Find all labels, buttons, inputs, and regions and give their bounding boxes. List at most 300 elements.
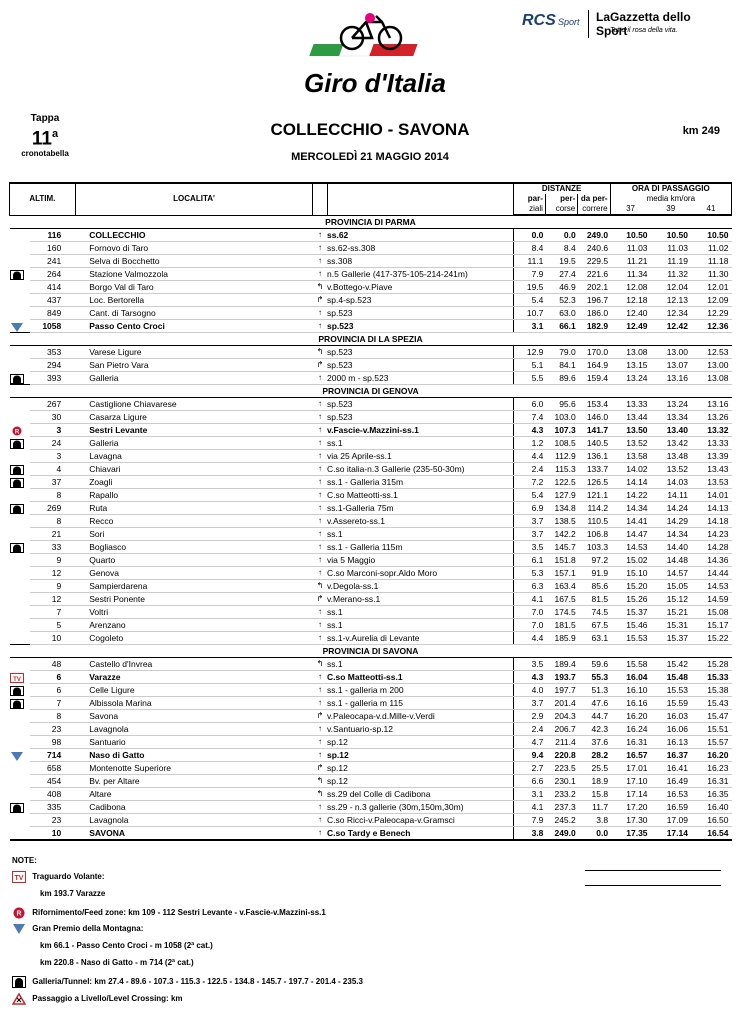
- table-row: [10, 437, 732, 450]
- remaining-distance-cell: 44.7: [578, 710, 610, 723]
- col-covered-header-1: per-: [545, 194, 577, 204]
- row-icon-cell: [10, 294, 30, 307]
- time-39-cell: 12.42: [651, 320, 691, 333]
- altitude-cell: 12: [30, 593, 76, 606]
- altitude-cell: 241: [30, 255, 76, 268]
- row-icon-cell: [10, 281, 30, 294]
- altitude-cell: 10: [30, 632, 76, 645]
- time-41-cell: 14.44: [691, 567, 732, 580]
- direction-arrow: ↑: [313, 827, 327, 841]
- direction-arrow: ↑: [313, 606, 327, 619]
- table-row: [10, 502, 732, 515]
- row-icon-cell: [10, 268, 30, 281]
- time-41-cell: 15.57: [691, 736, 732, 749]
- time-41-cell: 13.16: [691, 398, 732, 411]
- time-37-cell: 16.24: [610, 723, 650, 736]
- altitude-cell: 98: [30, 736, 76, 749]
- route-cell: C.so Marconi-sopr.Aldo Moro: [327, 567, 513, 580]
- covered-distance-cell: 19.5: [545, 255, 577, 268]
- covered-distance-cell: 157.1: [545, 567, 577, 580]
- route-cell: C.so Matteotti-ss.1: [327, 489, 513, 502]
- altitude-cell: 437: [30, 294, 76, 307]
- location-cell: Sampierdarena: [75, 580, 313, 593]
- altitude-cell: 7: [30, 606, 76, 619]
- time-37-cell: 17.01: [610, 762, 650, 775]
- row-icon-cell: [10, 541, 30, 554]
- time-37-cell: 15.02: [610, 554, 650, 567]
- direction-arrow: ↑: [313, 567, 327, 580]
- location-cell: Castello d'Invrea: [75, 658, 313, 671]
- direction-arrow: ↑: [313, 372, 327, 385]
- time-39-cell: 16.53: [651, 788, 691, 801]
- time-39-cell: 17.09: [651, 814, 691, 827]
- location-cell: Quarto: [75, 554, 313, 567]
- row-icon-cell: [10, 606, 30, 619]
- route-cell: ss.1: [327, 606, 513, 619]
- time-39-cell: 15.12: [651, 593, 691, 606]
- table-row: [10, 424, 732, 437]
- remaining-distance-cell: 63.1: [578, 632, 610, 645]
- remaining-distance-cell: 153.4: [578, 398, 610, 411]
- partial-distance-cell: 2.4: [513, 463, 545, 476]
- table-row: [10, 372, 732, 385]
- route-date: MERCOLEDÌ 21 MAGGIO 2014: [291, 151, 449, 163]
- row-icon-cell: [10, 476, 30, 489]
- giro-ditalia-logo: [300, 10, 450, 100]
- partial-distance-cell: 7.9: [513, 814, 545, 827]
- covered-distance-cell: 89.6: [545, 372, 577, 385]
- time-39-cell: 14.48: [651, 554, 691, 567]
- row-icon-cell: [10, 801, 30, 814]
- direction-arrow: ↱: [313, 294, 327, 307]
- partial-distance-cell: 4.0: [513, 684, 545, 697]
- direction-arrow: ↰: [313, 281, 327, 294]
- covered-distance-cell: 197.7: [545, 684, 577, 697]
- time-37-cell: 13.33: [610, 398, 650, 411]
- table-row: [10, 580, 732, 593]
- logo-divider: [588, 10, 589, 38]
- altitude-cell: 8: [30, 515, 76, 528]
- location-cell: Lavagnola: [75, 723, 313, 736]
- row-icon-cell: [10, 567, 30, 580]
- row-icon-cell: [10, 528, 30, 541]
- partial-distance-cell: 5.4: [513, 489, 545, 502]
- divider-line: [585, 885, 721, 886]
- direction-arrow: ↑: [313, 632, 327, 645]
- covered-distance-cell: 108.5: [545, 437, 577, 450]
- partial-distance-cell: 8.4: [513, 242, 545, 255]
- partial-distance-cell: 4.7: [513, 736, 545, 749]
- time-37-cell: 14.47: [610, 528, 650, 541]
- direction-arrow: ↑: [313, 463, 327, 476]
- row-icon-cell: [10, 502, 30, 515]
- partial-distance-cell: 5.5: [513, 372, 545, 385]
- route-cell: ss.1 - Galleria 115m: [327, 541, 513, 554]
- row-icon-cell: [10, 710, 30, 723]
- route-cell: sp.12: [327, 762, 513, 775]
- notes-title: NOTE:: [12, 856, 37, 865]
- partial-distance-cell: 9.4: [513, 749, 545, 762]
- location-cell: Naso di Gatto: [75, 749, 313, 762]
- partial-distance-cell: 3.1: [513, 320, 545, 333]
- route-cell: v.Bottego-v.Piave: [327, 281, 513, 294]
- row-icon-cell: [10, 307, 30, 320]
- table-row: [10, 476, 732, 489]
- altitude-cell: 714: [30, 749, 76, 762]
- col-distances-header: DISTANZE: [513, 183, 610, 194]
- time-39-cell: 13.34: [651, 411, 691, 424]
- time-39-cell: 13.40: [651, 424, 691, 437]
- svg-text:R: R: [16, 910, 22, 918]
- direction-arrow: ↑: [313, 229, 327, 242]
- route-cell: sp.523: [327, 398, 513, 411]
- direction-arrow: ↑: [313, 528, 327, 541]
- time-39-cell: 16.37: [651, 749, 691, 762]
- location-cell: Borgo Val di Taro: [75, 281, 313, 294]
- altitude-cell: 116: [30, 229, 76, 242]
- location-cell: Ruta: [75, 502, 313, 515]
- route-cell: sp.523: [327, 411, 513, 424]
- partial-distance-cell: 5.3: [513, 567, 545, 580]
- location-cell: Passo Cento Croci: [75, 320, 313, 333]
- remaining-distance-cell: 25.5: [578, 762, 610, 775]
- remaining-distance-cell: 103.3: [578, 541, 610, 554]
- remaining-distance-cell: 182.9: [578, 320, 610, 333]
- partial-distance-cell: 12.9: [513, 346, 545, 359]
- remaining-distance-cell: 37.6: [578, 736, 610, 749]
- location-cell: SAVONA: [75, 827, 313, 841]
- col-remaining-header-2: correre: [578, 204, 610, 215]
- time-39-cell: 15.42: [651, 658, 691, 671]
- direction-arrow: ↑: [313, 502, 327, 515]
- partial-distance-cell: 4.3: [513, 671, 545, 684]
- note-intermediate-sprint: TV Traguardo Volante:: [12, 871, 105, 883]
- time-41-cell: 11.18: [691, 255, 732, 268]
- time-37-cell: 11.21: [610, 255, 650, 268]
- time-39-cell: 15.48: [651, 671, 691, 684]
- row-icon-cell: [10, 762, 30, 775]
- time-37-cell: 15.20: [610, 580, 650, 593]
- col-location-header: LOCALITA': [75, 183, 313, 215]
- col-partial-header-2: ziali: [513, 204, 545, 215]
- row-icon-cell: [10, 450, 30, 463]
- covered-distance-cell: 103.0: [545, 411, 577, 424]
- partial-distance-cell: 5.4: [513, 294, 545, 307]
- time-41-cell: 13.53: [691, 476, 732, 489]
- time-39-cell: 13.07: [651, 359, 691, 372]
- time-39-cell: 15.31: [651, 619, 691, 632]
- time-41-cell: 15.38: [691, 684, 732, 697]
- remaining-distance-cell: 140.5: [578, 437, 610, 450]
- time-41-cell: 16.50: [691, 814, 732, 827]
- time-39-cell: 11.03: [651, 242, 691, 255]
- partial-distance-cell: 0.0: [513, 229, 545, 242]
- time-41-cell: 15.43: [691, 697, 732, 710]
- partial-distance-cell: 6.9: [513, 502, 545, 515]
- location-cell: Varese Ligure: [75, 346, 313, 359]
- svg-text:R: R: [14, 429, 19, 436]
- time-37-cell: 15.46: [610, 619, 650, 632]
- time-37-cell: 17.35: [610, 827, 650, 841]
- direction-arrow: ↑: [313, 242, 327, 255]
- partial-distance-cell: 1.2: [513, 437, 545, 450]
- table-row: [10, 242, 732, 255]
- tunnel-icon: [10, 477, 24, 487]
- route-cell: ss.308: [327, 255, 513, 268]
- province-header: [10, 333, 732, 346]
- altitude-cell: 414: [30, 281, 76, 294]
- time-39-cell: 11.19: [651, 255, 691, 268]
- route-cell: C.so Ricci-v.Paleocapa-v.Gramsci: [327, 814, 513, 827]
- route-cell: n.5 Gallerie (417-375-105-214-241m): [327, 268, 513, 281]
- row-icon-cell: [10, 723, 30, 736]
- time-41-cell: 13.39: [691, 450, 732, 463]
- time-41-cell: 14.18: [691, 515, 732, 528]
- row-icon-cell: [10, 463, 30, 476]
- table-row: [10, 710, 732, 723]
- remaining-distance-cell: 126.5: [578, 476, 610, 489]
- covered-distance-cell: 63.0: [545, 307, 577, 320]
- time-37-cell: 15.10: [610, 567, 650, 580]
- remaining-distance-cell: 18.9: [578, 775, 610, 788]
- table-row: [10, 749, 732, 762]
- time-37-cell: 16.16: [610, 697, 650, 710]
- direction-arrow: ↑: [313, 723, 327, 736]
- time-41-cell: 12.53: [691, 346, 732, 359]
- remaining-distance-cell: 240.6: [578, 242, 610, 255]
- location-cell: Santuario: [75, 736, 313, 749]
- partial-distance-cell: 7.4: [513, 411, 545, 424]
- altitude-cell: 8: [30, 710, 76, 723]
- altitude-cell: 6: [30, 671, 76, 684]
- altitude-cell: 7: [30, 697, 76, 710]
- time-41-cell: 14.53: [691, 580, 732, 593]
- partial-distance-cell: 6.3: [513, 580, 545, 593]
- time-39-cell: 14.34: [651, 528, 691, 541]
- covered-distance-cell: 145.7: [545, 541, 577, 554]
- remaining-distance-cell: 3.8: [578, 814, 610, 827]
- altitude-cell: 9: [30, 580, 76, 593]
- time-41-cell: 12.29: [691, 307, 732, 320]
- route-cell: ss.1: [327, 658, 513, 671]
- time-39-cell: 13.16: [651, 372, 691, 385]
- direction-arrow: ↰: [313, 346, 327, 359]
- location-cell: Altare: [75, 788, 313, 801]
- table-row: [10, 541, 732, 554]
- table-row: [10, 268, 732, 281]
- time-41-cell: 15.51: [691, 723, 732, 736]
- covered-distance-cell: 249.0: [545, 827, 577, 841]
- time-37-cell: 17.14: [610, 788, 650, 801]
- table-row: [10, 762, 732, 775]
- route-cell: sp.4-sp.523: [327, 294, 513, 307]
- route-cell: v.Santuario-sp.12: [327, 723, 513, 736]
- table-row: [10, 801, 732, 814]
- tunnel-icon: [12, 976, 26, 988]
- row-icon-cell: [10, 697, 30, 710]
- route-distance: km 249: [682, 125, 720, 137]
- time-41-cell: 15.17: [691, 619, 732, 632]
- route-cell: C.so Matteotti-ss.1: [327, 671, 513, 684]
- location-cell: Casarza Ligure: [75, 411, 313, 424]
- row-icon-cell: [10, 242, 30, 255]
- location-cell: Cogoleto: [75, 632, 313, 645]
- partial-distance-cell: 4.4: [513, 450, 545, 463]
- route-cell: sp.12: [327, 749, 513, 762]
- location-cell: Zoagli: [75, 476, 313, 489]
- covered-distance-cell: 220.8: [545, 749, 577, 762]
- covered-distance-cell: 95.6: [545, 398, 577, 411]
- direction-arrow: ↑: [313, 671, 327, 684]
- direction-arrow: ↑: [313, 749, 327, 762]
- covered-distance-cell: 115.3: [545, 463, 577, 476]
- time-37-cell: 14.41: [610, 515, 650, 528]
- table-row: [10, 281, 732, 294]
- time-39-cell: 16.03: [651, 710, 691, 723]
- altitude-cell: 393: [30, 372, 76, 385]
- time-39-cell: 14.03: [651, 476, 691, 489]
- altitude-cell: 264: [30, 268, 76, 281]
- time-41-cell: 11.30: [691, 268, 732, 281]
- direction-arrow: ↑: [313, 450, 327, 463]
- table-row: [10, 229, 732, 242]
- gazzetta-logo-text: LaGazzetta dello Sport: [596, 10, 691, 38]
- row-icon-cell: [10, 359, 30, 372]
- time-41-cell: 13.33: [691, 437, 732, 450]
- altitude-cell: 24: [30, 437, 76, 450]
- covered-distance-cell: 245.2: [545, 814, 577, 827]
- partial-distance-cell: 2.9: [513, 710, 545, 723]
- altitude-cell: 12: [30, 567, 76, 580]
- rcs-sport-text: Sport: [558, 17, 580, 27]
- covered-distance-cell: 206.7: [545, 723, 577, 736]
- covered-distance-cell: 189.4: [545, 658, 577, 671]
- route-cell: sp.12: [327, 736, 513, 749]
- route-title: COLLECCHIO - SAVONA: [270, 120, 470, 139]
- location-cell: San Pietro Vara: [75, 359, 313, 372]
- altitude-cell: 160: [30, 242, 76, 255]
- partial-distance-cell: 4.4: [513, 632, 545, 645]
- time-37-cell: 10.50: [610, 229, 650, 242]
- remaining-distance-cell: 249.0: [578, 229, 610, 242]
- partial-distance-cell: 7.9: [513, 268, 545, 281]
- partial-distance-cell: 3.5: [513, 658, 545, 671]
- time-41-cell: 15.33: [691, 671, 732, 684]
- col-arrow-header: [313, 183, 327, 215]
- tunnel-icon: [10, 269, 24, 279]
- direction-arrow: ↑: [313, 307, 327, 320]
- giro-logo-text: Giro d'Italia: [304, 68, 446, 98]
- route-cell: sp.523: [327, 346, 513, 359]
- direction-arrow: ↰: [313, 580, 327, 593]
- covered-distance-cell: 174.5: [545, 606, 577, 619]
- direction-arrow: ↑: [313, 437, 327, 450]
- tunnel-icon: [10, 503, 24, 513]
- note-gpm-2: km 220.8 - Naso di Gatto - m 714 (2ª cat.): [40, 958, 194, 967]
- covered-distance-cell: 201.4: [545, 697, 577, 710]
- time-37-cell: 14.02: [610, 463, 650, 476]
- time-37-cell: 15.26: [610, 593, 650, 606]
- time-37-cell: 16.10: [610, 684, 650, 697]
- route-cell: ss.1: [327, 437, 513, 450]
- direction-arrow: ↱: [313, 710, 327, 723]
- partial-distance-cell: 11.1: [513, 255, 545, 268]
- route-cell: v.Assereto-ss.1: [327, 515, 513, 528]
- partial-distance-cell: 7.2: [513, 476, 545, 489]
- table-row: [10, 554, 732, 567]
- time-41-cell: 12.01: [691, 281, 732, 294]
- row-icon-cell: [10, 229, 30, 242]
- time-41-cell: 16.40: [691, 801, 732, 814]
- partial-distance-cell: 3.8: [513, 827, 545, 841]
- table-row: [10, 359, 732, 372]
- time-41-cell: 14.01: [691, 489, 732, 502]
- mountain-prize-icon: [12, 923, 26, 935]
- direction-arrow: ↑: [313, 814, 327, 827]
- tunnel-icon: [10, 802, 24, 812]
- table-row: [10, 528, 732, 541]
- altitude-cell: 353: [30, 346, 76, 359]
- partial-distance-cell: 3.7: [513, 528, 545, 541]
- partial-distance-cell: 7.0: [513, 619, 545, 632]
- time-37-cell: 13.15: [610, 359, 650, 372]
- stage-number: 11$^a$: [31, 128, 59, 150]
- covered-distance-cell: 151.8: [545, 554, 577, 567]
- row-icon-cell: [10, 658, 30, 671]
- time-37-cell: 16.20: [610, 710, 650, 723]
- row-icon-cell: [10, 515, 30, 528]
- location-cell: Selva di Bocchetto: [75, 255, 313, 268]
- route-cell: ss.1 - galleria m 115: [327, 697, 513, 710]
- time-41-cell: 16.20: [691, 749, 732, 762]
- remaining-distance-cell: 202.1: [578, 281, 610, 294]
- route-cell: ss.62: [327, 229, 513, 242]
- location-cell: Celle Ligure: [75, 684, 313, 697]
- time-39-cell: 15.05: [651, 580, 691, 593]
- altitude-cell: 37: [30, 476, 76, 489]
- altitude-cell: 4: [30, 463, 76, 476]
- covered-distance-cell: 204.3: [545, 710, 577, 723]
- time-39-cell: 13.52: [651, 463, 691, 476]
- time-41-cell: 14.36: [691, 554, 732, 567]
- time-41-cell: 10.50: [691, 229, 732, 242]
- location-cell: Rapallo: [75, 489, 313, 502]
- table-row: [10, 788, 732, 801]
- col-remaining-header-1: da per-: [578, 194, 610, 204]
- table-row: [10, 723, 732, 736]
- remaining-distance-cell: 106.8: [578, 528, 610, 541]
- row-icon-cell: [10, 593, 30, 606]
- note-tv-value: km 193.7 Varazze: [40, 889, 106, 898]
- row-icon-cell: [10, 827, 30, 841]
- col-altitude-header: ALTIM.: [10, 183, 76, 215]
- time-41-cell: 16.31: [691, 775, 732, 788]
- altitude-cell: 408: [30, 788, 76, 801]
- row-icon-cell: [10, 736, 30, 749]
- time-39-cell: 16.41: [651, 762, 691, 775]
- note-mountain-prize: Gran Premio della Montagna:: [12, 923, 143, 935]
- table-row: [10, 294, 732, 307]
- time-41-cell: 14.28: [691, 541, 732, 554]
- remaining-distance-cell: 85.6: [578, 580, 610, 593]
- table-row: [10, 463, 732, 476]
- speed-41-header: 41: [691, 204, 732, 215]
- route-cell: C.so italia-n.3 Gallerie (235-50-30m): [327, 463, 513, 476]
- row-icon-cell: [10, 398, 30, 411]
- table-row: [10, 489, 732, 502]
- direction-arrow: ↱: [313, 762, 327, 775]
- direction-arrow: ↑: [313, 541, 327, 554]
